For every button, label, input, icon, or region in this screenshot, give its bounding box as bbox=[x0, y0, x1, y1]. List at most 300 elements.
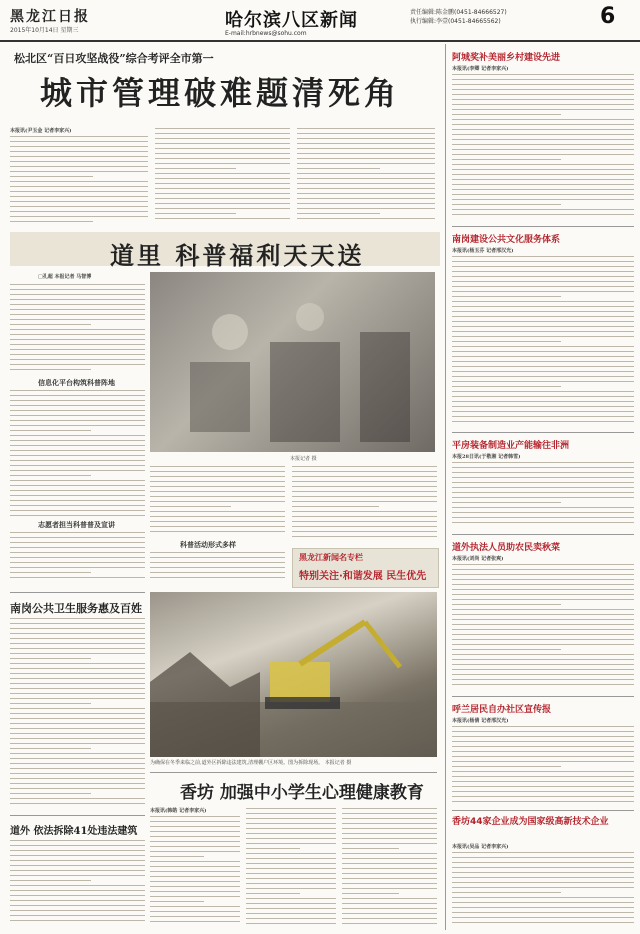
text-line bbox=[342, 888, 437, 889]
text-line bbox=[155, 163, 290, 164]
contact-email[interactable]: E-mail:hrbnews@sohu.com bbox=[225, 30, 307, 37]
daoli-col-1c-text bbox=[10, 532, 145, 582]
text-line bbox=[246, 898, 336, 899]
text-line bbox=[10, 364, 145, 365]
daoli-headline: 道里 科普福利天天送 bbox=[110, 241, 365, 270]
text-line bbox=[452, 574, 634, 575]
text-line bbox=[297, 153, 435, 154]
science-exhibit-illustration bbox=[150, 272, 435, 452]
text-line bbox=[452, 659, 634, 660]
text-line bbox=[10, 718, 145, 719]
text-line bbox=[452, 644, 634, 645]
text-line bbox=[452, 281, 634, 282]
text-line bbox=[10, 480, 145, 481]
text-line bbox=[452, 301, 634, 302]
text-line bbox=[10, 768, 145, 769]
text-line bbox=[452, 594, 634, 595]
divider bbox=[150, 772, 437, 773]
nangang-text bbox=[10, 618, 145, 808]
text-line bbox=[155, 178, 290, 179]
text-line bbox=[10, 206, 148, 207]
text-line bbox=[246, 848, 300, 849]
text-line bbox=[10, 915, 145, 916]
nangang-culture-byline: 本报讯(杨玉芬 记者邢汉光) bbox=[452, 248, 514, 254]
text-line bbox=[452, 296, 561, 297]
text-line bbox=[150, 496, 285, 497]
daowai-vegetable-text bbox=[452, 564, 634, 692]
text-line bbox=[10, 673, 145, 674]
text-line bbox=[10, 638, 145, 639]
text-line bbox=[10, 890, 145, 891]
text-line bbox=[155, 188, 290, 189]
text-line bbox=[10, 400, 145, 401]
text-line bbox=[10, 678, 145, 679]
text-line bbox=[10, 294, 145, 295]
text-line bbox=[342, 863, 437, 864]
text-line bbox=[292, 511, 437, 512]
text-line bbox=[452, 502, 561, 503]
lead-col-2-text bbox=[155, 128, 290, 226]
pingfang-text bbox=[452, 462, 634, 530]
text-line bbox=[10, 572, 91, 573]
text-line bbox=[452, 401, 634, 402]
text-line bbox=[10, 688, 145, 689]
text-line bbox=[452, 776, 634, 777]
text-line bbox=[452, 99, 634, 100]
lead-col-3-text bbox=[297, 128, 435, 226]
text-line bbox=[10, 289, 145, 290]
text-line bbox=[10, 658, 91, 659]
text-line bbox=[10, 723, 145, 724]
text-line bbox=[10, 703, 91, 704]
text-line bbox=[10, 146, 148, 147]
text-line bbox=[292, 536, 437, 537]
text-line bbox=[10, 633, 145, 634]
text-line bbox=[10, 470, 145, 471]
nangang-headline: 南岗公共卫生服务惠及百姓 bbox=[10, 602, 142, 615]
text-line bbox=[150, 511, 285, 512]
text-line bbox=[10, 181, 148, 182]
text-line bbox=[10, 465, 145, 466]
text-line bbox=[452, 376, 634, 377]
text-line bbox=[452, 564, 634, 565]
text-line bbox=[10, 186, 148, 187]
text-line bbox=[10, 415, 145, 416]
masthead-rule bbox=[0, 40, 640, 42]
text-line bbox=[150, 471, 285, 472]
text-line bbox=[10, 895, 145, 896]
xiangfang-byline: 本报讯(韩皓 记者李家兴) bbox=[150, 808, 207, 814]
text-line bbox=[452, 316, 634, 317]
text-line bbox=[10, 405, 145, 406]
text-line bbox=[246, 813, 336, 814]
text-line bbox=[297, 188, 435, 189]
text-line bbox=[10, 369, 91, 370]
text-line bbox=[150, 552, 285, 553]
text-line bbox=[297, 183, 435, 184]
nangang-culture-headline: 南岗建设公共文化服务体系 bbox=[452, 235, 561, 245]
text-line bbox=[10, 547, 145, 548]
page-number: 6 bbox=[600, 4, 616, 29]
text-line bbox=[292, 531, 437, 532]
text-line bbox=[452, 154, 634, 155]
text-line bbox=[10, 567, 145, 568]
text-line bbox=[150, 906, 240, 907]
text-line bbox=[452, 867, 634, 868]
text-line bbox=[246, 863, 336, 864]
text-line bbox=[452, 109, 634, 110]
text-line bbox=[452, 726, 634, 727]
text-line bbox=[150, 826, 240, 827]
text-line bbox=[10, 663, 145, 664]
text-line bbox=[246, 883, 336, 884]
text-line bbox=[10, 870, 145, 871]
text-line bbox=[246, 913, 336, 914]
newspaper-logo: 黑龙江日报 bbox=[10, 9, 90, 25]
xiangfang-tech-text bbox=[452, 852, 634, 928]
text-line bbox=[292, 471, 437, 472]
text-line bbox=[246, 918, 336, 919]
text-line bbox=[452, 892, 561, 893]
text-line bbox=[10, 653, 145, 654]
text-line bbox=[452, 256, 634, 257]
text-line bbox=[10, 359, 145, 360]
text-line bbox=[452, 624, 634, 625]
text-line bbox=[452, 286, 634, 287]
text-line bbox=[10, 713, 145, 714]
text-line bbox=[10, 344, 145, 345]
text-line bbox=[10, 905, 145, 906]
text-line bbox=[150, 531, 285, 532]
text-line bbox=[10, 537, 145, 538]
daoli-subhead-2: 志愿者担当科普普及宣讲 bbox=[38, 520, 115, 529]
text-line bbox=[452, 194, 634, 195]
text-line bbox=[150, 896, 240, 897]
text-line bbox=[246, 808, 336, 809]
text-line bbox=[10, 865, 145, 866]
text-line bbox=[246, 858, 336, 859]
text-line bbox=[10, 783, 145, 784]
text-line bbox=[10, 623, 145, 624]
text-line bbox=[246, 868, 336, 869]
text-line bbox=[155, 148, 290, 149]
text-line bbox=[150, 841, 240, 842]
daoli-subhead-3: 科普活动形式多样 bbox=[180, 540, 236, 549]
text-line bbox=[452, 341, 561, 342]
badge-main-label: 特别关注·和谐发展 民生优先 bbox=[299, 571, 427, 582]
text-line bbox=[342, 913, 437, 914]
text-line bbox=[10, 319, 145, 320]
text-line bbox=[10, 788, 145, 789]
text-line bbox=[150, 577, 285, 578]
text-line bbox=[452, 512, 634, 513]
text-line bbox=[10, 216, 148, 217]
text-line bbox=[10, 450, 145, 451]
text-line bbox=[292, 466, 437, 467]
text-line bbox=[297, 193, 435, 194]
text-line bbox=[150, 916, 240, 917]
text-line bbox=[342, 868, 437, 869]
text-line bbox=[246, 888, 336, 889]
text-line bbox=[452, 887, 634, 888]
divider bbox=[452, 810, 634, 811]
text-line bbox=[10, 191, 148, 192]
hulan-byline: 本报讯(杨倩 记者邢汉光) bbox=[452, 718, 509, 724]
daoli-subhead-1: 信息化平台构筑科普阵地 bbox=[38, 378, 115, 387]
text-line bbox=[452, 159, 561, 160]
text-line bbox=[452, 396, 634, 397]
text-line bbox=[10, 758, 145, 759]
text-line bbox=[10, 910, 145, 911]
text-line bbox=[246, 828, 336, 829]
lead-headline: 城市管理破难题清死角 bbox=[40, 74, 401, 112]
text-line bbox=[452, 179, 634, 180]
text-line bbox=[10, 515, 145, 516]
text-line bbox=[452, 857, 634, 858]
text-line bbox=[452, 487, 634, 488]
divider bbox=[452, 534, 634, 535]
text-line bbox=[452, 614, 634, 615]
text-line bbox=[452, 482, 634, 483]
text-line bbox=[342, 883, 437, 884]
text-line bbox=[452, 917, 634, 918]
text-line bbox=[342, 808, 437, 809]
text-line bbox=[452, 366, 634, 367]
text-line bbox=[342, 818, 437, 819]
text-line bbox=[10, 850, 145, 851]
text-line bbox=[452, 94, 634, 95]
text-line bbox=[452, 746, 634, 747]
daowai-left-text bbox=[10, 840, 145, 928]
text-line bbox=[342, 903, 437, 904]
text-line bbox=[452, 579, 634, 580]
text-line bbox=[452, 684, 634, 685]
issue-date: 2015年10月14日 星期三 bbox=[10, 27, 79, 34]
text-line bbox=[452, 781, 634, 782]
text-line bbox=[10, 793, 91, 794]
xiangfang-tech-headline: 香坊44家企业成为国家级高新技术企业 bbox=[452, 817, 609, 827]
text-line bbox=[452, 321, 634, 322]
text-line bbox=[10, 314, 145, 315]
text-line bbox=[150, 861, 240, 862]
xiangfang-col-3-text bbox=[342, 808, 437, 928]
text-line bbox=[150, 836, 240, 837]
text-line bbox=[10, 390, 145, 391]
text-line bbox=[10, 532, 145, 533]
text-line bbox=[292, 516, 437, 517]
text-line bbox=[246, 823, 336, 824]
text-line bbox=[155, 138, 290, 139]
text-line bbox=[452, 74, 634, 75]
text-line bbox=[246, 878, 336, 879]
text-line bbox=[10, 495, 145, 496]
text-line bbox=[452, 634, 634, 635]
daoli-col-1-text bbox=[10, 284, 145, 374]
xiangfang-tech-byline: 本报讯(吴品 记者李家兴) bbox=[452, 844, 509, 850]
text-line bbox=[150, 901, 204, 902]
text-line bbox=[452, 462, 634, 463]
text-line bbox=[342, 918, 437, 919]
text-line bbox=[452, 189, 634, 190]
daowai-vegetable-headline: 道外执法人员助农民卖秋菜 bbox=[452, 543, 561, 553]
text-line bbox=[452, 569, 634, 570]
text-line bbox=[342, 893, 399, 894]
text-line bbox=[452, 872, 634, 873]
acheng-text bbox=[452, 74, 634, 222]
text-line bbox=[10, 803, 145, 804]
text-line bbox=[452, 164, 634, 165]
text-line bbox=[452, 356, 634, 357]
badge-top-label: 黑龙江新闻名专栏 bbox=[299, 553, 363, 562]
text-line bbox=[10, 693, 145, 694]
daoli-col-3-text bbox=[292, 466, 437, 541]
text-line bbox=[452, 862, 634, 863]
photo-caption-2: 为确保在冬季来临之前,道外区拆除违法建筑,清理棚户区环境。图为拆除现场。 本报记者 摄 bbox=[150, 760, 352, 766]
text-line bbox=[452, 276, 634, 277]
text-line bbox=[452, 619, 634, 620]
text-line bbox=[10, 410, 145, 411]
text-line bbox=[155, 128, 290, 129]
text-line bbox=[150, 831, 240, 832]
text-line bbox=[10, 618, 145, 619]
text-line bbox=[452, 371, 634, 372]
text-line bbox=[246, 853, 336, 854]
text-line bbox=[452, 209, 634, 210]
text-line bbox=[452, 801, 634, 802]
text-line bbox=[10, 753, 145, 754]
text-line bbox=[10, 875, 145, 876]
text-line bbox=[452, 629, 634, 630]
text-line bbox=[246, 903, 336, 904]
text-line bbox=[292, 481, 437, 482]
text-line bbox=[452, 584, 634, 585]
text-line bbox=[452, 679, 634, 680]
text-line bbox=[297, 173, 435, 174]
text-line bbox=[150, 876, 240, 877]
text-line bbox=[452, 492, 634, 493]
text-line bbox=[452, 877, 634, 878]
special-column-badge bbox=[292, 548, 439, 588]
text-line bbox=[10, 643, 145, 644]
text-line bbox=[10, 733, 145, 734]
text-line bbox=[150, 516, 285, 517]
text-line bbox=[452, 907, 634, 908]
text-line bbox=[452, 741, 634, 742]
text-line bbox=[10, 221, 93, 222]
text-line bbox=[452, 174, 634, 175]
text-line bbox=[150, 491, 285, 492]
text-line bbox=[10, 728, 145, 729]
text-line bbox=[342, 923, 437, 924]
pingfang-headline: 平房装备制造业产能输往非洲 bbox=[452, 441, 570, 451]
text-line bbox=[452, 149, 634, 150]
text-line bbox=[10, 880, 91, 881]
text-line bbox=[292, 526, 437, 527]
text-line bbox=[452, 79, 634, 80]
text-line bbox=[452, 517, 634, 518]
text-line bbox=[297, 163, 435, 164]
text-line bbox=[10, 542, 145, 543]
text-line bbox=[452, 507, 634, 508]
text-line bbox=[342, 853, 437, 854]
text-line bbox=[155, 218, 290, 219]
editor-line-1: 责任编辑:陈金鹏(0451-84666527) bbox=[410, 9, 507, 16]
text-line bbox=[452, 119, 634, 120]
editor-credits bbox=[410, 8, 507, 26]
text-line bbox=[452, 669, 634, 670]
text-line bbox=[150, 846, 240, 847]
text-line bbox=[452, 674, 634, 675]
column-divider bbox=[445, 44, 446, 930]
daowai-vegetable-byline: 本报讯(刘尚 记者张爽) bbox=[452, 556, 504, 562]
text-line bbox=[452, 654, 634, 655]
text-line bbox=[10, 171, 148, 172]
text-line bbox=[342, 833, 437, 834]
text-line bbox=[246, 908, 336, 909]
text-line bbox=[452, 84, 634, 85]
text-line bbox=[10, 475, 91, 476]
text-line bbox=[150, 856, 204, 857]
text-line bbox=[10, 324, 91, 325]
text-line bbox=[297, 208, 435, 209]
text-line bbox=[292, 491, 437, 492]
text-line bbox=[10, 900, 145, 901]
text-line bbox=[246, 818, 336, 819]
text-line bbox=[452, 902, 634, 903]
text-line bbox=[452, 882, 634, 883]
text-line bbox=[10, 329, 145, 330]
text-line bbox=[10, 778, 145, 779]
text-line bbox=[10, 773, 145, 774]
text-line bbox=[10, 552, 145, 553]
daoli-photo bbox=[150, 272, 435, 452]
text-line bbox=[150, 486, 285, 487]
masthead bbox=[0, 0, 640, 40]
text-line bbox=[297, 203, 435, 204]
text-line bbox=[10, 648, 145, 649]
text-line bbox=[10, 743, 145, 744]
text-line bbox=[452, 89, 634, 90]
text-line bbox=[452, 922, 634, 923]
text-line bbox=[452, 406, 634, 407]
text-line bbox=[150, 562, 285, 563]
text-line bbox=[342, 828, 437, 829]
text-line bbox=[452, 134, 634, 135]
text-line bbox=[10, 334, 145, 335]
hulan-headline: 呼兰居民自办社区宣传报 bbox=[452, 705, 552, 715]
text-line bbox=[10, 763, 145, 764]
text-line bbox=[150, 891, 240, 892]
text-line bbox=[452, 351, 634, 352]
text-line bbox=[10, 166, 148, 167]
text-line bbox=[10, 435, 145, 436]
daoli-col-2-text bbox=[150, 466, 285, 536]
text-line bbox=[452, 331, 634, 332]
text-line bbox=[297, 143, 435, 144]
text-line bbox=[246, 923, 336, 924]
text-line bbox=[10, 339, 145, 340]
text-line bbox=[10, 430, 91, 431]
text-line bbox=[10, 425, 145, 426]
daowai-left-headline: 道外 依法拆除41处违法建筑 bbox=[10, 826, 138, 837]
lead-byline: 本报讯(尹玉金 记者李家兴) bbox=[10, 128, 72, 134]
text-line bbox=[150, 871, 240, 872]
text-line bbox=[452, 386, 561, 387]
text-line bbox=[452, 599, 634, 600]
text-line bbox=[10, 738, 145, 739]
text-line bbox=[292, 476, 437, 477]
text-line bbox=[452, 271, 634, 272]
